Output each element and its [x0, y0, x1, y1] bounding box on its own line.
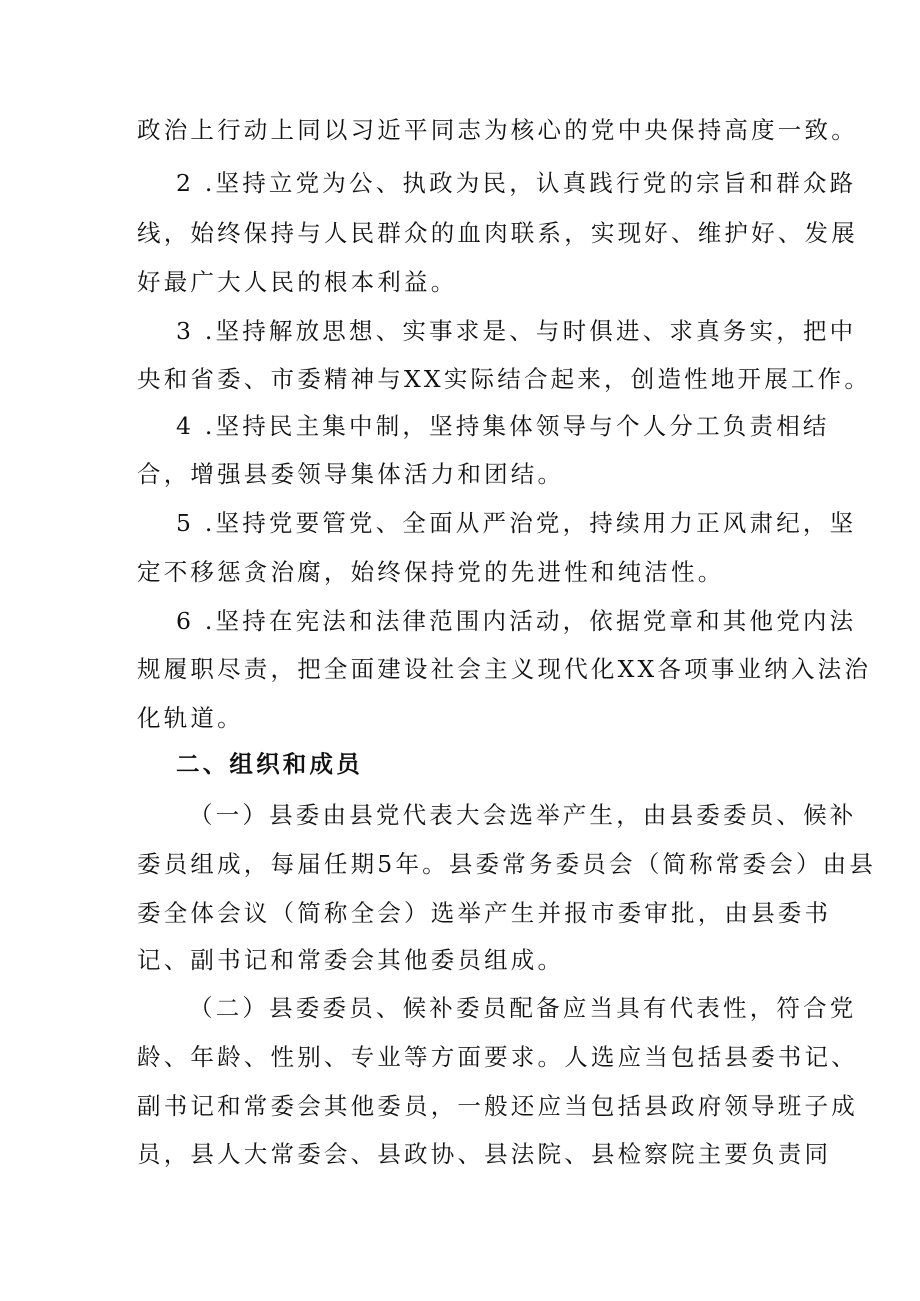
- text-line: 化轨道。: [137, 704, 244, 732]
- text-line: 规履职尽责，把全面建设社会主义现代化XX各项事业纳入法治: [137, 655, 872, 683]
- text-line: 合，增强县委领导集体活力和团结。: [137, 460, 565, 488]
- clause-2-line: （二）县委委员、候补委员配备应当具有代表性，符合党: [189, 994, 857, 1022]
- text-line: 央和省委、市委精神与XX实际结合起来，创造性地开展工作。: [137, 365, 872, 393]
- section-heading: 二、组织和成员: [176, 750, 363, 778]
- text-line: 政治上行动上同以习近平同志为核心的党中央保持高度一致。: [137, 116, 858, 144]
- text-line: 定不移惩贪治腐，始终保持党的先进性和纯洁性。: [137, 558, 725, 586]
- text-line: 线，始终保持与人民群众的血肉联系，实现好、维护好、发展: [137, 219, 858, 247]
- item-4-line: 4 .坚持民主集中制，坚持集体领导与个人分工负责相结: [176, 412, 830, 440]
- text-line: 记、副书记和常委会其他委员组成。: [137, 946, 565, 974]
- item-5-line: 5 .坚持党要管党、全面从严治党，持续用力正风肃纪，坚: [176, 509, 857, 537]
- clause-1-line: （一）县委由县党代表大会选举产生，由县委委员、候补: [189, 801, 857, 829]
- text-line: 副书记和常委会其他委员，一般还应当包括县政府领导班子成: [137, 1092, 858, 1120]
- text-line: 好最广大人民的根本利益。: [137, 268, 458, 296]
- text-line: 员，县人大常委会、县政协、县法院、县检察院主要负责同: [137, 1140, 832, 1168]
- item-2-line: 2 .坚持立党为公、执政为民，认真践行党的宗旨和群众路: [176, 169, 857, 197]
- item-6-line: 6 .坚持在宪法和法律范围内活动，依据党章和其他党内法: [176, 607, 857, 635]
- text-line: 委员组成，每届任期5年。县委常务委员会（简称常委会）由县: [137, 850, 877, 878]
- text-line: 龄、年龄、性别、专业等方面要求。人选应当包括县委书记、: [137, 1043, 858, 1071]
- item-3-line: 3 .坚持解放思想、实事求是、与时俱进、求真务实，把中: [176, 317, 857, 345]
- text-line: 委全体会议（简称全会）选举产生并报市委审批，由县委书: [137, 899, 832, 927]
